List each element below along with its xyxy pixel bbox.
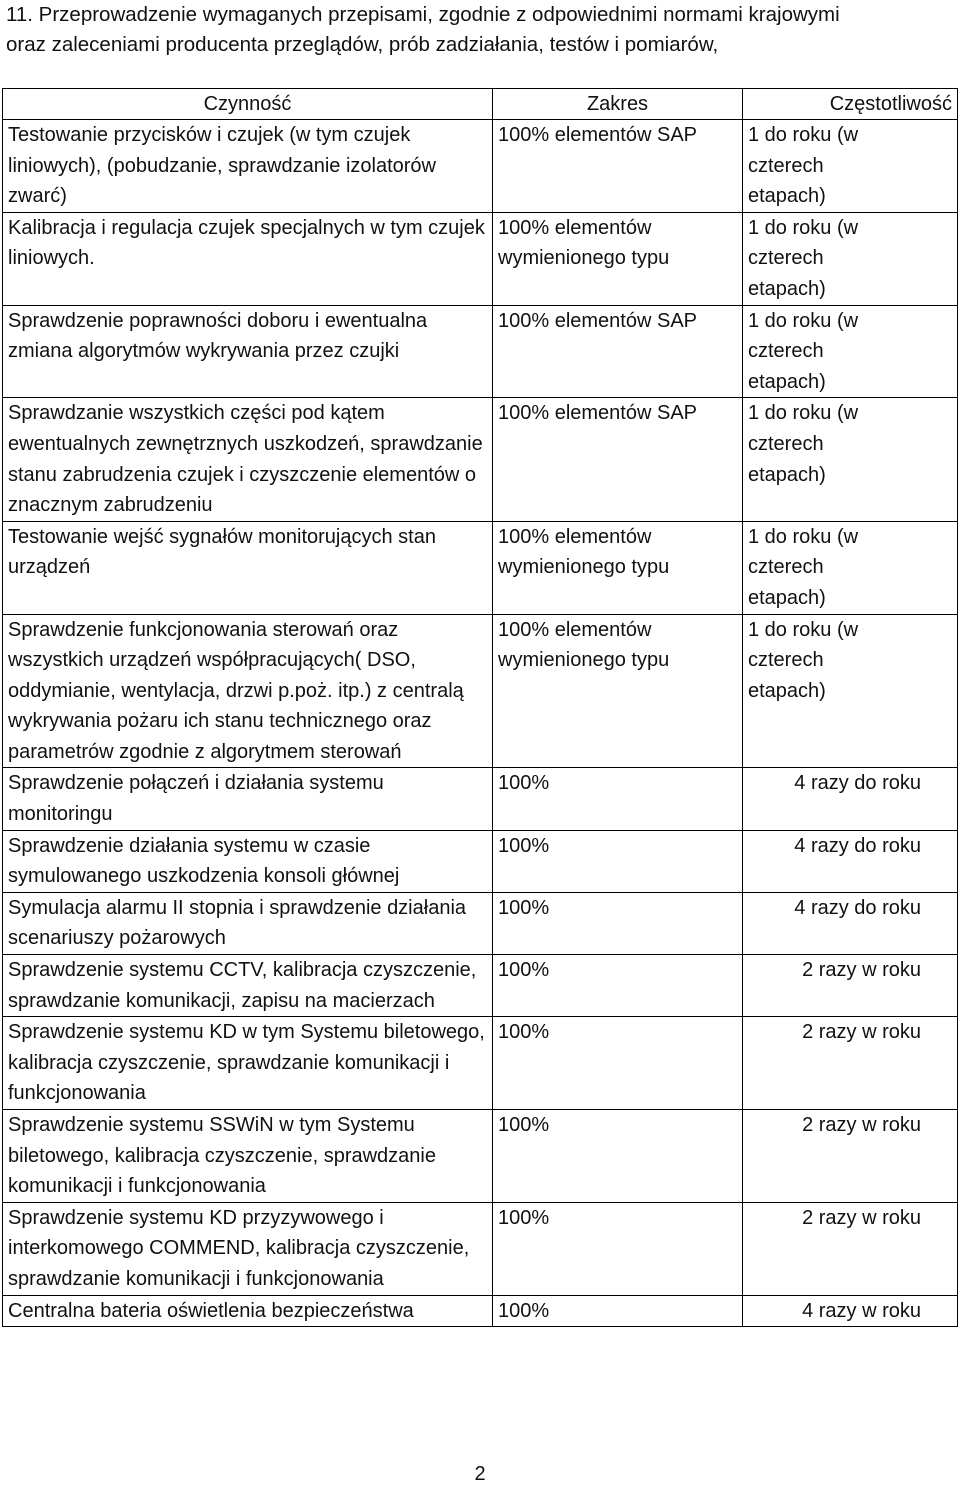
scope-cell: 100% — [493, 768, 743, 830]
frequency-cell: 2 razy w roku — [743, 1110, 958, 1203]
frequency-cell: 1 do roku (w czterech etapach) — [743, 398, 958, 521]
activity-cell: Kalibracja i regulacja czujek specjalnych w tym czujek liniowych. — [3, 212, 493, 305]
table-row — [3, 1017, 958, 1110]
table-header-row — [3, 89, 958, 120]
activity-cell: Sprawdzanie wszystkich części pod kątem ewentualnych zewnętrznych uszkodzeń, sprawdzanie stanu zabrudzenia czujek i czyszczenie elementów o znacznym zabrudzeniu — [3, 398, 493, 521]
frequency-cell: 1 do roku (w czterech etapach) — [743, 521, 958, 614]
table-row — [3, 1295, 958, 1327]
activity-cell: Sprawdzenie systemu CCTV, kalibracja czyszczenie, sprawdzanie komunikacji, zapisu na macierzach — [3, 955, 493, 1017]
scope-cell: 100% elementów wymienionego typu — [493, 212, 743, 305]
table-row — [3, 521, 958, 614]
activity-cell: Testowanie przycisków i czujek (w tym czujek liniowych), (pobudzanie, sprawdzanie izolatorów zwarć) — [3, 120, 493, 213]
scope-cell: 100% — [493, 1110, 743, 1203]
frequency-cell: 4 razy do roku — [743, 892, 958, 954]
scope-cell: 100% — [493, 1202, 743, 1295]
scope-cell: 100% — [493, 830, 743, 892]
frequency-cell: 1 do roku (w czterech etapach) — [743, 305, 958, 398]
frequency-cell: 2 razy w roku — [743, 955, 958, 1017]
scope-cell: 100% — [493, 1017, 743, 1110]
activity-cell: Sprawdzenie połączeń i działania systemu monitoringu — [3, 768, 493, 830]
activity-cell: Sprawdzenie systemu SSWiN w tym Systemu biletowego, kalibracja czyszczenie, sprawdzanie komunikacji i funkcjonowania — [3, 1110, 493, 1203]
frequency-cell: 1 do roku (w czterech etapach) — [743, 614, 958, 768]
page-number: 2 — [474, 1463, 486, 1485]
header-frequency: Częstotliwość — [743, 89, 958, 120]
frequency-cell: 4 razy do roku — [743, 768, 958, 830]
scope-cell: 100% elementów wymienionego typu — [493, 614, 743, 768]
frequency-cell: 4 razy do roku — [743, 830, 958, 892]
table-row — [3, 120, 958, 213]
activity-cell: Sprawdzenie funkcjonowania sterowań oraz wszystkich urządzeń współpracujących( DSO, oddymianie, wentylacja, drzwi p.poż. itp.) z centralą wykrywania pożaru ich stanu technicznego oraz parametrów zgodnie z algorytmem sterowań — [3, 614, 493, 768]
table-row — [3, 305, 958, 398]
activity-cell: Symulacja alarmu II stopnia i sprawdzenie działania scenariuszy pożarowych — [3, 892, 493, 954]
frequency-cell: 1 do roku (w czterech etapach) — [743, 120, 958, 213]
scope-cell: 100% — [493, 1295, 743, 1327]
header-activity: Czynność — [3, 89, 493, 120]
header-scope: Zakres — [493, 89, 743, 120]
activity-cell: Testowanie wejść sygnałów monitorujących stan urządzeń — [3, 521, 493, 614]
section-intro — [6, 0, 956, 60]
activity-cell: Centralna bateria oświetlenia bezpieczeństwa — [3, 1295, 493, 1327]
frequency-cell: 2 razy w roku — [743, 1017, 958, 1110]
table-row — [3, 614, 958, 768]
maintenance-table — [2, 88, 958, 1327]
activity-cell: Sprawdzenie poprawności doboru i ewentualna zmiana algorytmów wykrywania przez czujki — [3, 305, 493, 398]
scope-cell: 100% — [493, 955, 743, 1017]
activity-cell: Sprawdzenie działania systemu w czasie symulowanego uszkodzenia konsoli głównej — [3, 830, 493, 892]
table-row — [3, 398, 958, 521]
scope-cell: 100% elementów SAP — [493, 120, 743, 213]
frequency-cell: 1 do roku (w czterech etapach) — [743, 212, 958, 305]
scope-cell: 100% — [493, 892, 743, 954]
activity-cell: Sprawdzenie systemu KD przyzywowego i interkomowego COMMEND, kalibracja czyszczenie, sprawdzanie komunikacji i funkcjonowania — [3, 1202, 493, 1295]
table-row — [3, 892, 958, 954]
intro-line-1: 11. Przeprowadzenie wymaganych przepisami, zgodnie z odpowiednimi normami krajowymi — [6, 3, 840, 26]
table-row — [3, 1110, 958, 1203]
scope-cell: 100% elementów SAP — [493, 305, 743, 398]
scope-cell: 100% elementów SAP — [493, 398, 743, 521]
frequency-cell: 2 razy w roku — [743, 1202, 958, 1295]
frequency-cell: 4 razy w roku — [743, 1295, 958, 1327]
table-row — [3, 830, 958, 892]
table-row — [3, 955, 958, 1017]
intro-line-2: oraz zaleceniami producenta przeglądów, prób zadziałania, testów i pomiarów, — [6, 33, 719, 56]
table-row — [3, 212, 958, 305]
scope-cell: 100% elementów wymienionego typu — [493, 521, 743, 614]
table-row — [3, 768, 958, 830]
table-row — [3, 1202, 958, 1295]
activity-cell: Sprawdzenie systemu KD w tym Systemu biletowego, kalibracja czyszczenie, sprawdzanie komunikacji i funkcjonowania — [3, 1017, 493, 1110]
